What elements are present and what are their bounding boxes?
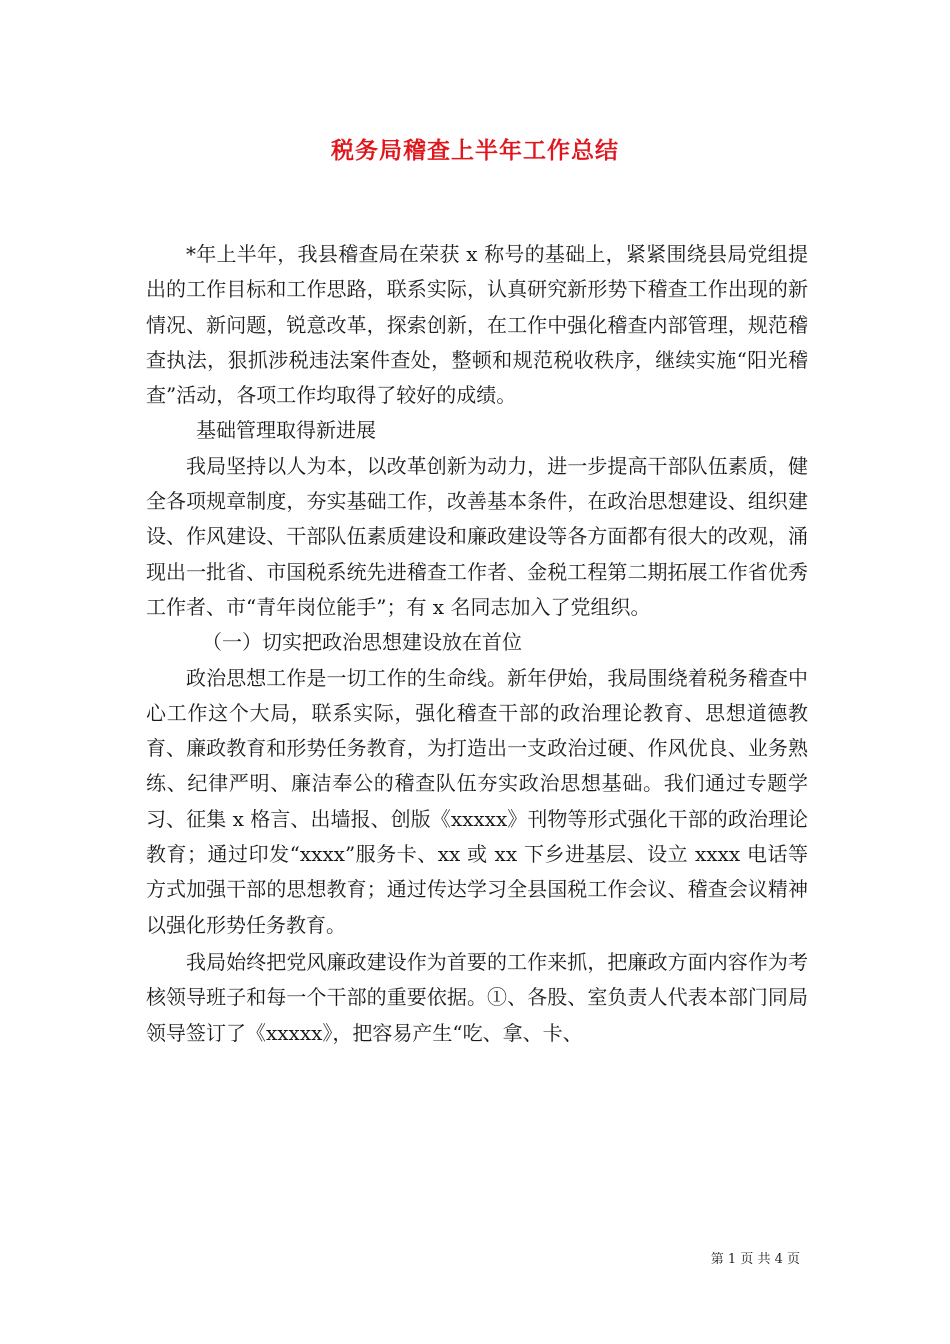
paragraph-political: 政治思想工作是一切工作的生命线。新年伊始，我局围绕着税务稽查中心工作这个大局，联系实际，强化稽查干部的政治理论教育、思想道德教育、廉政教育和形势任务教育，为打造出一支政治过硬、作风优良、业务熟练、纪律严明、廉洁奉公的稽查队伍夯实政治思想基础。我们通过专题学习、征集 x 格言、出墙报、创版《xxxxx》刊物等形式强化干部的政治理论教育；通过印发“xxxx”服务卡、xx 或 xx 下乡进基层、设立 xxxx 电话等方式加强干部的思想教育；通过传达学习全县国税工作会议、稽查会议精神以强化形势任务教育。 [146,665,808,937]
document-title: 税务局稽查上半年工作总结 [331,137,619,164]
paragraph-basic-management: 我局坚持以人为本，以改革创新为动力，进一步提高干部队伍素质，健全各项规章制度，夯实基础工作，改善基本条件，在政治思想建设、组织建设、作风建设、干部队伍素质建设和廉政建设等各方面都有很大的改观，涌现出一批省、市国税系统先进稽查工作者、金税工程第二期拓展工作省优秀工作者、市“青年岗位能手”；有 x 名同志加入了党组织。 [146,453,808,619]
subsection-heading-political: （一）切实把政治思想建设放在首位 [202,630,522,655]
page-number: 第 1 页 共 4 页 [710,1252,800,1267]
paragraph-integrity: 我局始终把党风廉政建设作为首要的工作来抓，把廉政方面内容作为考核领导班子和每一个干部的重要依据。①、各股、室负责人代表本部门同局领导签订了《xxxxx》，把容易产生“吃、拿、卡、 [146,949,808,1045]
paragraph-intro: *年上半年，我县稽查局在荣获 x 称号的基础上，紧紧围绕县局党组提出的工作目标和工作思路，联系实际，认真研究新形势下稽查工作出现的新情况、新问题，锐意改革，探索创新，在工作中强化稽查内部管理，规范稽查执法，狠抓涉税违法案件查处，整顿和规范税收秩序，继续实施“阳光稽查”活动，各项工作均取得了较好的成绩。 [146,242,808,408]
document-body [146,237,808,1051]
section-heading-basic-management: 基础管理取得新进展 [196,418,376,443]
